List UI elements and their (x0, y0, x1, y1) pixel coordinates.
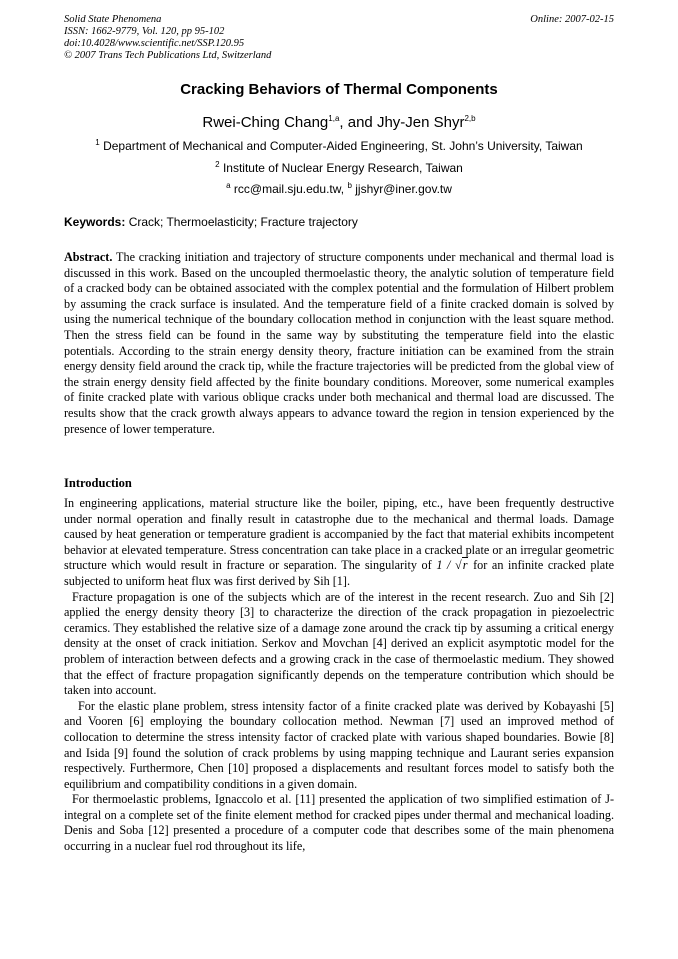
formula-radicand: r (462, 558, 468, 573)
journal-name: Solid State Phenomena (64, 14, 162, 25)
copyright-line: © 2007 Trans Tech Publications Ltd, Switzerland (64, 50, 272, 61)
intro-paragraph-2: Fracture propagation is one of the subjects which are of the interest in the recent research. Zuo and Sih [2] applied the energy density theory [3] to characterize the direction of the crack propagation in piezoelectric ceramics. They established the relative size of a damage zone around the crack tip by assuming a critical energy density at the onset of crack initiation. Serkov and Movchan [4] derived an explicit asymptotic model for the problem of interaction between defects and a growing crack in the case of thermoelastic medium. They showed that the effect of fracture propagation significantly depends on the temperature contribution which should be taken into account. (64, 589, 614, 698)
section-heading-introduction: Introduction (64, 476, 132, 490)
intro-paragraph-1 (64, 496, 614, 590)
author-2: Jhy-Jen Shyr (376, 114, 465, 131)
author-1: Rwei-Ching Chang (202, 114, 329, 131)
intro-p1-after: for an infinite cracked plate subjected to uniform heat flux was first derived by Sih [1]. (64, 558, 615, 588)
affiliation-2-text: Institute of Nuclear Energy Research, Taiwan (222, 161, 463, 175)
email-a: rcc@mail.sju.edu.tw, (233, 182, 348, 196)
affiliation-1-text: Department of Mechanical and Computer-Aided Engineering, St. John’s University, Taiwan (103, 139, 583, 153)
keywords-text: Crack; Thermoelasticity; Fracture trajectory (125, 215, 358, 229)
formula-numerator: 1 / (436, 558, 451, 573)
singularity-formula (436, 558, 468, 572)
introduction-body (64, 496, 614, 855)
affiliation-1 (0, 139, 678, 153)
affiliation-1-sup: 1 (95, 138, 100, 147)
paper-title: Cracking Behaviors of Thermal Components (180, 81, 498, 98)
keywords-label: Keywords: (64, 215, 126, 229)
abstract (64, 250, 614, 437)
email-b: jjshyr@iner.gov.tw (355, 182, 452, 196)
sqrt-symbol: √r (455, 558, 468, 573)
keywords-line (64, 215, 358, 229)
intro-paragraph-3: For the elastic plane problem, stress intensity factor of a finite cracked plate was derived by Kobayashi [5] and Vooren [6] employing the boundary collocation method. Newman [7] used an improved method of collocation to determine the stress intensity factor of cracked plate with various shaped boundaries. Bowie [8] and Isida [9] found the solution of crack problems by using mapping technique and Laurant series expansion respectively. Furthermore, Chen [10] proposed a displacements and resultant forces model to satisfy both the equilibrium and compatibility conditions in a given domain. (64, 698, 614, 791)
email-a-sup: a (226, 181, 231, 190)
email-b-sup: b (347, 181, 352, 190)
abstract-label: Abstract. (64, 250, 113, 264)
online-date: Online: 2007-02-15 (530, 14, 614, 25)
affiliation-2-sup: 2 (215, 160, 220, 169)
journal-header (64, 14, 614, 62)
email-line (0, 182, 678, 196)
abstract-text: The cracking initiation and trajectory of structure components under mechanical and thermal load is discussed in this work. Based on the uncoupled thermoelastic theory, the analytic solution of temperature field of a cracked body can be obtained associated with the complex potential and the formulation of Hilbert problem by assuming the crack surface is insulated. And the temperature field of a finite cracked domain is solved by using the numerical technique of the boundary collocation method in conjunction with the least square method. Then the stress field can be found in the same way by substituting the temperature field into the elastic potentials. According to the strain energy density theory, fracture initiation can be examined from the strain energy density field around the crack tip, while the fracture trajectories will be predicted from the global view of the strain energy density field affected by the finite boundary conditions. Moreover, some numerical examples of finite cracked plate with various oblique cracks under both mechanical and thermal load are discussed. The results show that the crack growth always appears to advance toward the region in tension experienced by the presence of lower temperature. (64, 250, 614, 436)
intro-p1-before: In engineering applications, material structure like the boiler, piping, etc., have been frequently destructive under normal operation and finally result in catastrophe due to the mechanical and thermal loads. Damage caused by heat generation or temperature gradient is accompanied by the fact that material exhibits incompetent behavior at elevated temperature. Stress concentration can take place in a cracked plate or an irregular geometric structure which would result in fracture or separation. The singularity of (64, 496, 614, 573)
author-1-sup: 1,a (328, 114, 340, 123)
doi-line: doi:10.4028/www.scientific.net/SSP.120.95 (64, 38, 245, 49)
issn-line: ISSN: 1662-9779, Vol. 120, pp 95-102 (64, 26, 225, 37)
affiliation-2 (0, 161, 678, 175)
author-line (0, 114, 678, 131)
intro-paragraph-4: For thermoelastic problems, Ignaccolo et al. [11] presented the application of two simplified estimation of J-integral on a complete set of the finite element method for cracked pipes under thermal and mechanical loading. Denis and Soba [12] presented a procedure of a computer code that describes some of the main phenomena occurring in a nuclear fuel rod throughout its life, (64, 792, 614, 854)
author-connector: , and (339, 114, 377, 131)
author-2-sup: 2,b (464, 114, 476, 123)
